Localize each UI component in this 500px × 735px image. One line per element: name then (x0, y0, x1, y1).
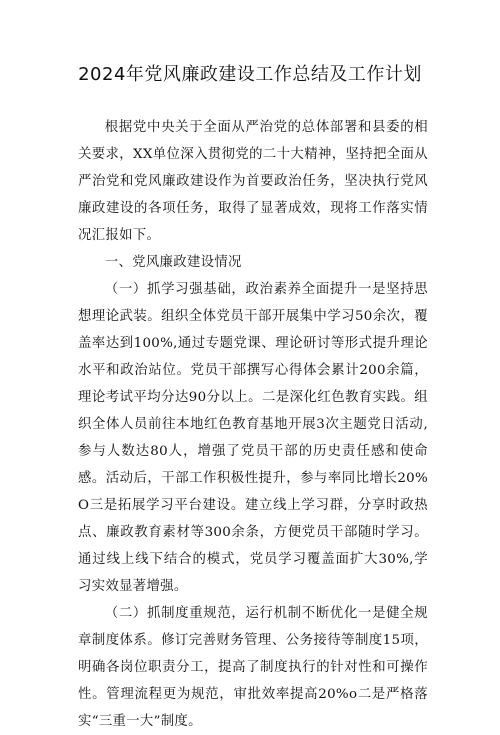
document-body (78, 114, 428, 735)
section-heading: 一、党风廉政建设情况 (104, 255, 242, 270)
intro-paragraph: 根据党中央关于全面从严治党的总体部署和县委的相关要求，XX单位深入贯彻党的二十大精神，坚持把全面从严治党和党风廉政建设作为首要政治任务，坚决执行党风廉政建设的各项任务，取得了显著成效，现将工作落实情况汇报如下。 (78, 120, 428, 243)
document-title: 2024年党风廉政建设工作总结及工作计划 (78, 64, 422, 85)
paragraph-system: （二）抓制度重规范，运行机制不断优化一是健全规章制度体系。修订完善财务管理、公务接待等制度15项，明确各岗位职责分工，提高了制度执行的针对性和可操作性。管理流程更为规范，审批效率提高20%o二是严格落实“三重一大”制度。 (78, 606, 428, 729)
paragraph-study: （一）抓学习强基础，政治素养全面提升一是坚持思想理论武装。组织全体党员干部开展集中学习50余次，覆盖率达到100%,通过专题党课、理论研讨等形式提升理论水平和政治站位。党员干部撰写心得体会累计200余篇，理论考试平均分达90分以上。二是深化红色教育实践。组织全体人员前往本地红色教育基地开展3次主题党日活动,参与人数达80人，增强了党员干部的历史责任感和使命感。活动后，干部工作积极性提升，参与率同比增长20%O三是拓展学习平台建设。建立线上学习群，分享时政热点、廉政教育素材等300余条，方便党员干部随时学习。通过线上线下结合的模式，党员学习覆盖面扩大30%,学习实效显著增强。 (78, 282, 428, 594)
